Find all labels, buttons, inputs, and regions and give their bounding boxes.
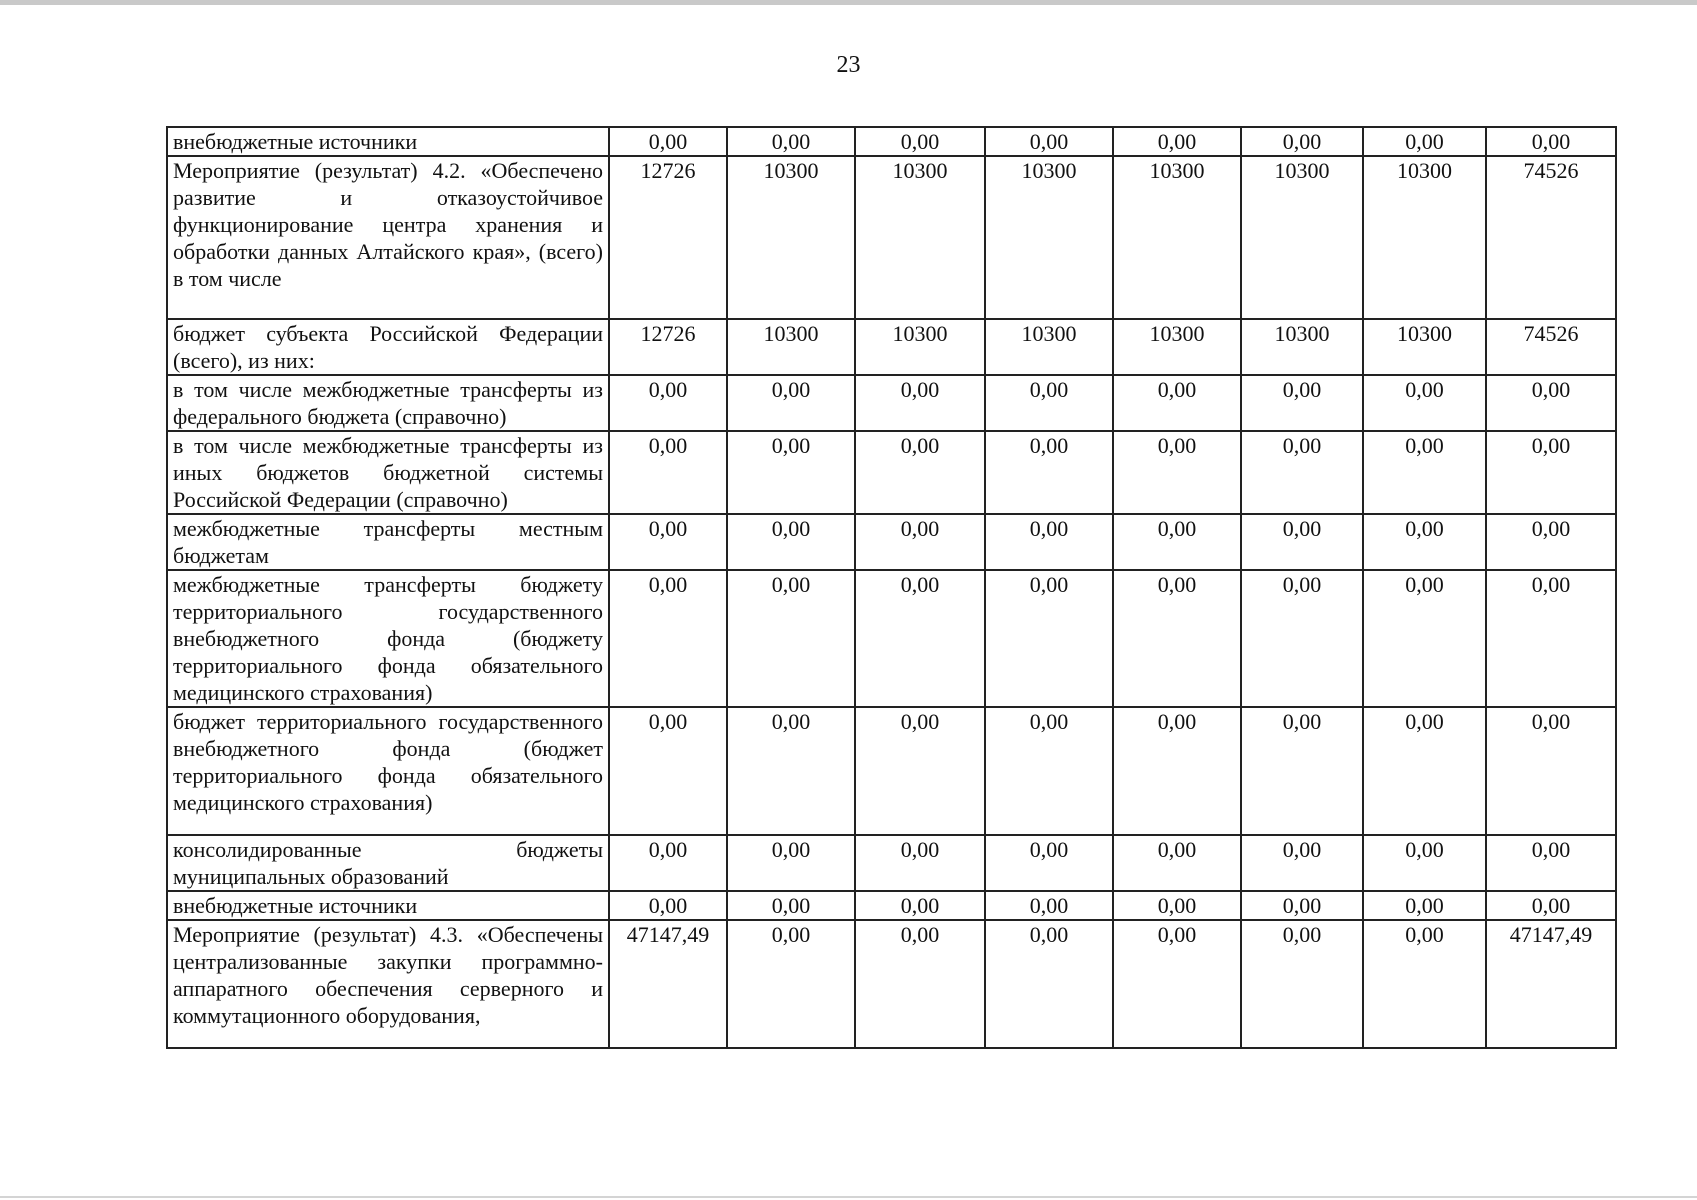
value-cell: 0,00 bbox=[1241, 127, 1363, 156]
value-cell: 0,00 bbox=[727, 375, 855, 431]
value-cell: 0,00 bbox=[855, 707, 985, 835]
row-label: бюджет субъекта Российской Федерации (всего), из них: bbox=[167, 319, 609, 375]
value-cell: 0,00 bbox=[1113, 891, 1241, 920]
value-cell: 0,00 bbox=[1113, 514, 1241, 570]
value-cell: 0,00 bbox=[1363, 514, 1486, 570]
value-cell: 0,00 bbox=[1363, 570, 1486, 707]
value-cell: 0,00 bbox=[1241, 920, 1363, 1048]
value-cell: 0,00 bbox=[1363, 920, 1486, 1048]
value-cell: 0,00 bbox=[727, 570, 855, 707]
value-cell: 0,00 bbox=[1363, 891, 1486, 920]
value-cell: 0,00 bbox=[1241, 835, 1363, 891]
value-cell: 0,00 bbox=[1486, 891, 1616, 920]
table-row bbox=[167, 319, 1616, 375]
value-cell: 0,00 bbox=[1363, 375, 1486, 431]
value-cell: 0,00 bbox=[985, 891, 1113, 920]
value-cell: 0,00 bbox=[1486, 127, 1616, 156]
value-cell: 0,00 bbox=[985, 835, 1113, 891]
value-cell: 0,00 bbox=[855, 431, 985, 514]
table-row bbox=[167, 835, 1616, 891]
value-cell: 0,00 bbox=[609, 431, 727, 514]
value-cell: 0,00 bbox=[1363, 431, 1486, 514]
value-cell: 0,00 bbox=[855, 920, 985, 1048]
value-cell: 10300 bbox=[1113, 156, 1241, 319]
value-cell: 0,00 bbox=[855, 891, 985, 920]
row-label: Мероприятие (результат) 4.2. «Обеспечено развитие и отказоустойчивое функционирование центра хранения и обработки данных Алтайского края», (всего) в том числе bbox=[167, 156, 609, 319]
table-row bbox=[167, 375, 1616, 431]
row-label: Мероприятие (результат) 4.3. «Обеспечены централизованные закупки программно-аппаратного обеспечения серверного и коммутационного оборудования, bbox=[167, 920, 609, 1048]
value-cell: 0,00 bbox=[855, 570, 985, 707]
value-cell: 12726 bbox=[609, 319, 727, 375]
row-label: консолидированные бюджеты муниципальных образований bbox=[167, 835, 609, 891]
value-cell: 47147,49 bbox=[609, 920, 727, 1048]
value-cell: 0,00 bbox=[1486, 514, 1616, 570]
value-cell: 0,00 bbox=[1363, 127, 1486, 156]
table-row bbox=[167, 127, 1616, 156]
bottom-scan-edge bbox=[0, 1196, 1697, 1198]
value-cell: 0,00 bbox=[1113, 127, 1241, 156]
value-cell: 0,00 bbox=[1486, 431, 1616, 514]
value-cell: 0,00 bbox=[609, 375, 727, 431]
table-row bbox=[167, 891, 1616, 920]
row-label: межбюджетные трансферты местным бюджетам bbox=[167, 514, 609, 570]
value-cell: 0,00 bbox=[985, 375, 1113, 431]
row-label: в том числе межбюджетные трансферты из иных бюджетов бюджетной системы Российской Федерации (справочно) bbox=[167, 431, 609, 514]
value-cell: 0,00 bbox=[1113, 431, 1241, 514]
value-cell: 0,00 bbox=[727, 431, 855, 514]
value-cell: 0,00 bbox=[985, 431, 1113, 514]
value-cell: 0,00 bbox=[1486, 707, 1616, 835]
value-cell: 10300 bbox=[727, 156, 855, 319]
value-cell: 0,00 bbox=[1241, 707, 1363, 835]
value-cell: 0,00 bbox=[1113, 375, 1241, 431]
value-cell: 0,00 bbox=[727, 891, 855, 920]
value-cell: 0,00 bbox=[609, 570, 727, 707]
value-cell: 0,00 bbox=[985, 127, 1113, 156]
row-label: внебюджетные источники bbox=[167, 127, 609, 156]
value-cell: 0,00 bbox=[1486, 375, 1616, 431]
value-cell: 0,00 bbox=[727, 707, 855, 835]
value-cell: 10300 bbox=[985, 156, 1113, 319]
value-cell: 0,00 bbox=[1113, 920, 1241, 1048]
value-cell: 0,00 bbox=[1241, 431, 1363, 514]
value-cell: 0,00 bbox=[1241, 570, 1363, 707]
value-cell: 10300 bbox=[855, 319, 985, 375]
value-cell: 10300 bbox=[1113, 319, 1241, 375]
page-number: 23 bbox=[836, 52, 861, 78]
table-row bbox=[167, 156, 1616, 319]
value-cell: 10300 bbox=[1363, 319, 1486, 375]
value-cell: 0,00 bbox=[1363, 835, 1486, 891]
value-cell: 0,00 bbox=[609, 707, 727, 835]
value-cell: 0,00 bbox=[609, 891, 727, 920]
table-row bbox=[167, 431, 1616, 514]
table-row bbox=[167, 707, 1616, 835]
value-cell: 0,00 bbox=[1241, 514, 1363, 570]
value-cell: 0,00 bbox=[855, 835, 985, 891]
value-cell: 0,00 bbox=[727, 127, 855, 156]
top-scan-edge bbox=[0, 0, 1697, 5]
table-body bbox=[167, 127, 1616, 1048]
value-cell: 10300 bbox=[855, 156, 985, 319]
value-cell: 0,00 bbox=[1486, 835, 1616, 891]
value-cell: 74526 bbox=[1486, 156, 1616, 319]
value-cell: 0,00 bbox=[855, 375, 985, 431]
value-cell: 0,00 bbox=[1113, 835, 1241, 891]
value-cell: 0,00 bbox=[855, 514, 985, 570]
value-cell: 0,00 bbox=[985, 920, 1113, 1048]
value-cell: 0,00 bbox=[985, 514, 1113, 570]
value-cell: 12726 bbox=[609, 156, 727, 319]
value-cell: 0,00 bbox=[609, 514, 727, 570]
value-cell: 0,00 bbox=[727, 920, 855, 1048]
value-cell: 10300 bbox=[1363, 156, 1486, 319]
budget-table bbox=[166, 126, 1617, 1049]
value-cell: 10300 bbox=[1241, 156, 1363, 319]
table-row bbox=[167, 570, 1616, 707]
value-cell: 0,00 bbox=[1113, 570, 1241, 707]
value-cell: 0,00 bbox=[1363, 707, 1486, 835]
value-cell: 0,00 bbox=[985, 707, 1113, 835]
value-cell: 0,00 bbox=[1241, 375, 1363, 431]
value-cell: 10300 bbox=[1241, 319, 1363, 375]
value-cell: 0,00 bbox=[727, 514, 855, 570]
value-cell: 0,00 bbox=[985, 570, 1113, 707]
value-cell: 0,00 bbox=[609, 835, 727, 891]
table-row bbox=[167, 920, 1616, 1048]
value-cell: 0,00 bbox=[855, 127, 985, 156]
value-cell: 0,00 bbox=[1241, 891, 1363, 920]
table-row bbox=[167, 514, 1616, 570]
value-cell: 47147,49 bbox=[1486, 920, 1616, 1048]
value-cell: 0,00 bbox=[727, 835, 855, 891]
value-cell: 74526 bbox=[1486, 319, 1616, 375]
row-label: межбюджетные трансферты бюджету территориального государственного внебюджетного фонда (бюджету территориального фонда обязательного медицинского страхования) bbox=[167, 570, 609, 707]
value-cell: 0,00 bbox=[1486, 570, 1616, 707]
row-label: бюджет территориального государственного внебюджетного фонда (бюджет территориального фонда обязательного медицинского страхования) bbox=[167, 707, 609, 835]
value-cell: 0,00 bbox=[609, 127, 727, 156]
value-cell: 0,00 bbox=[1113, 707, 1241, 835]
value-cell: 10300 bbox=[985, 319, 1113, 375]
row-label: внебюджетные источники bbox=[167, 891, 609, 920]
value-cell: 10300 bbox=[727, 319, 855, 375]
row-label: в том числе межбюджетные трансферты из федерального бюджета (справочно) bbox=[167, 375, 609, 431]
